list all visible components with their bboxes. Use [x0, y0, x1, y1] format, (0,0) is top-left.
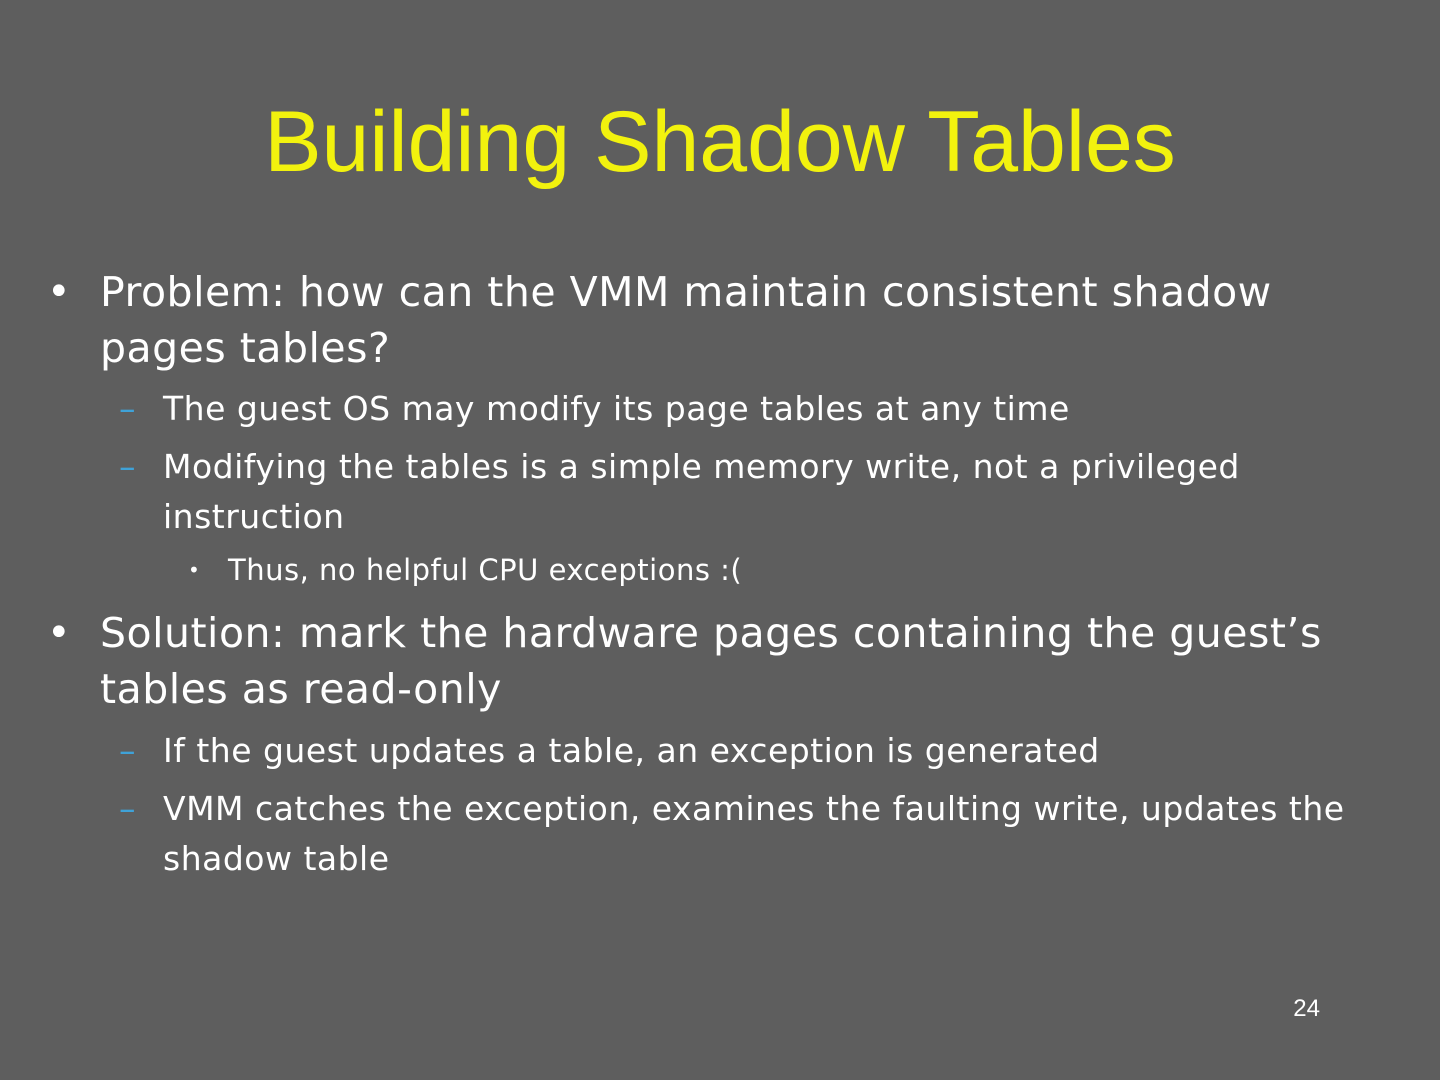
sub-bullet-guest-modify	[119, 384, 1393, 434]
sub-bullet-text: VMM catches the exception, examines the faulting write, updates the shadow table	[163, 789, 1345, 878]
page-number: 24	[1293, 995, 1320, 1022]
sub-sub-bullet-text: Thus, no helpful CPU exceptions :(	[228, 553, 743, 587]
small-dot-icon: •	[188, 558, 201, 582]
sub-bullet-text: Modifying the tables is a simple memory write, not a privileged instruction	[163, 447, 1240, 536]
bullet-text: Solution: mark the hardware pages containing the guest’s tables as read-only	[100, 609, 1322, 713]
bullet-dot-icon: •	[46, 610, 72, 656]
bullet-text: Problem: how can the VMM maintain consistent shadow pages tables?	[100, 268, 1272, 372]
sub-bullet-text: If the guest updates a table, an exception is generated	[163, 731, 1100, 770]
sub-sub-bullet-no-exceptions	[188, 550, 1378, 590]
sub-bullet-text: The guest OS may modify its page tables at any time	[163, 389, 1070, 428]
dash-icon: –	[119, 389, 136, 428]
dash-icon: –	[119, 731, 136, 770]
dash-icon: –	[119, 447, 136, 486]
bullet-dot-icon: •	[46, 269, 72, 315]
bullet-solution	[46, 605, 1390, 717]
sub-bullet-exception-generated	[119, 726, 1393, 776]
sub-bullet-memory-write	[119, 442, 1393, 542]
dash-icon: –	[119, 789, 136, 828]
sub-bullet-vmm-catches	[119, 784, 1393, 884]
bullet-problem	[46, 264, 1390, 376]
slide-title: Building Shadow Tables	[264, 94, 1176, 190]
